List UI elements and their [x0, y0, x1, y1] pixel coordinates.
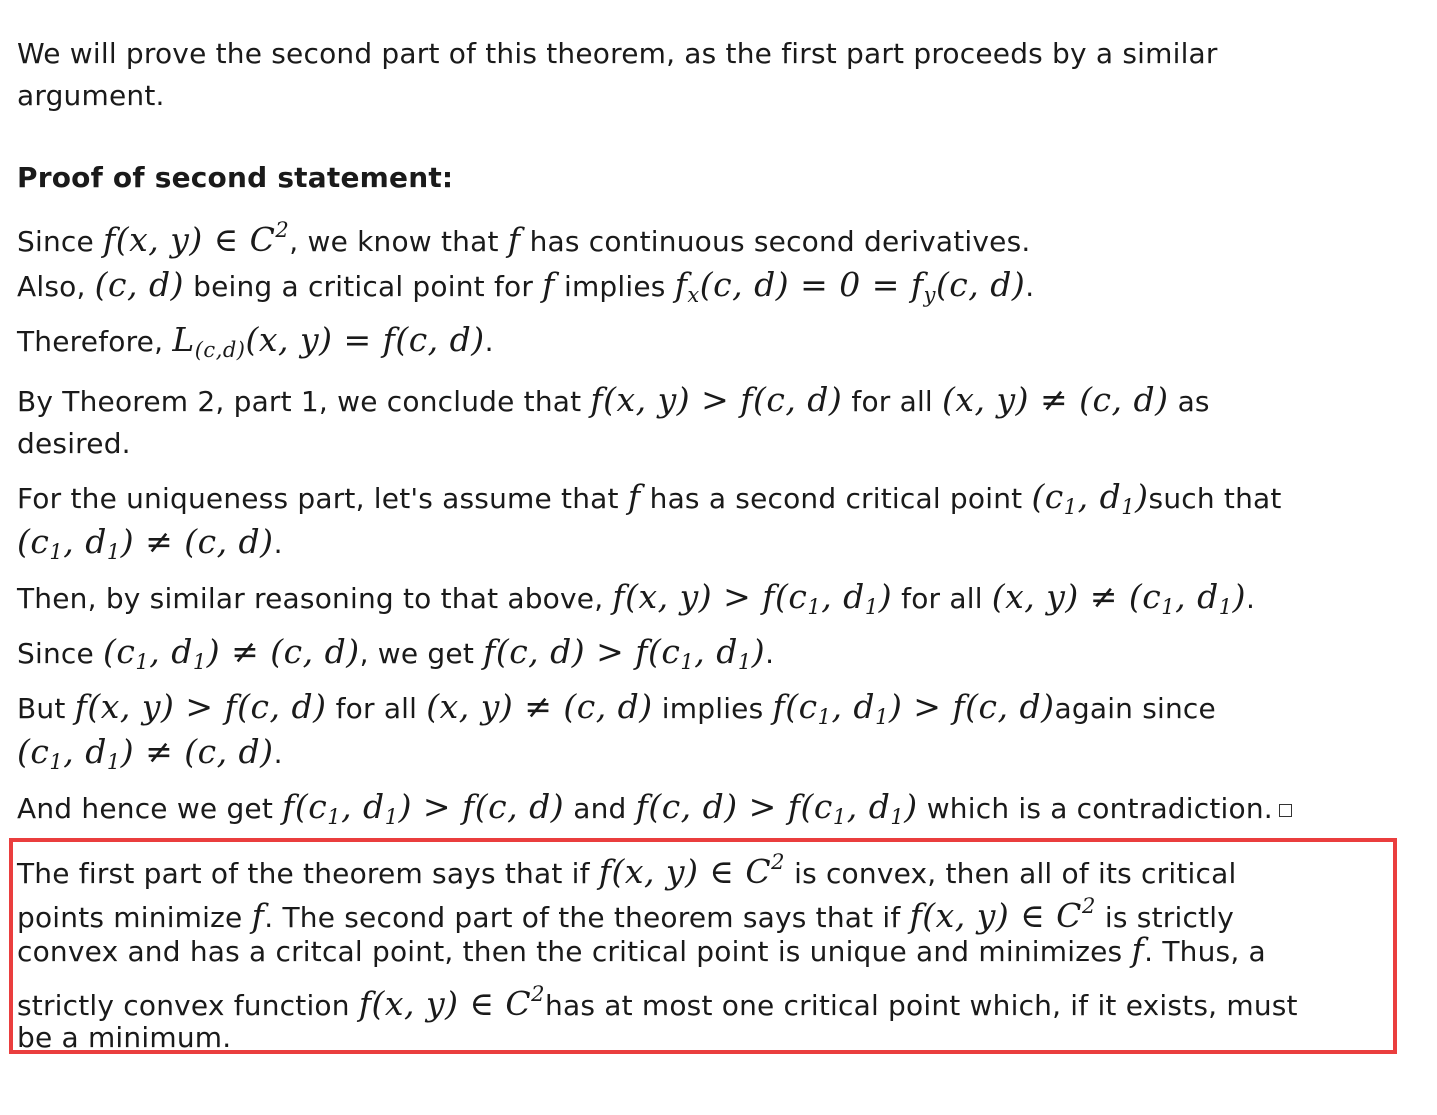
proof-line-desired: desired. [17, 427, 131, 460]
math-c1d1-neq-cd-2: ($c_1$, $d_1) \ne (c$, d) [103, 632, 360, 674]
math-fc1d1-gt-fcd: $f(c_1$, $d_1) > f(c$, d) [772, 687, 1055, 729]
proof-line-therefore: Therefore, $L_{(c,d)}(x$, y) = f(c, d). [17, 320, 494, 362]
math-c1d1-neq-cd-3: ($c_1$, $d_1) \ne (c$, d) [17, 732, 274, 774]
summary-line-1: The first part of the theorem says that if f(x, y) ∈ $C^2$ is convex, then all of its critical [17, 850, 1237, 891]
summary-line-2: points minimize f. The second part of the theorem says that if f(x, y) ∈ $C^2$ is strictly [17, 894, 1234, 935]
summary-line-5: be a minimum. [17, 1021, 232, 1054]
proof-line-hence: And hence we get $f(c_1$, $d_1) > f(c$, d) and f(c, $d) > f(c_1$, $d_1$) which is a contradiction. [17, 787, 1292, 837]
proof-line-but-2: ($c_1$, $d_1) \ne (c$, d). [17, 732, 283, 774]
proof-line-uniqueness: For the uniqueness part, let's assume that f has a second critical point ($c_1$, $d_1)such$ that [17, 477, 1282, 519]
math-summary-4: f(x, y) ∈ $C^2$ [358, 982, 546, 1023]
qed-square-icon [1279, 804, 1292, 817]
math-linearization: $L_{(c,d)}(x$, y) = f(c, d) [172, 320, 485, 362]
math-fc1d1-gt-fcd-2: $f(c_1$, $d_1) > f(c$, d) [282, 787, 565, 829]
proof-line-but: But f(x, y) > f(c, d) for all (x, y) ≠ (c, d) implies $f(c_1$, $d_1) > f(c$, d)again since [17, 687, 1216, 729]
math-c1d1: ($c_1$, $d_1$) [1031, 477, 1149, 519]
summary-line-3: convex and has a critcal point, then the critical point is unique and minimizes f. Thus, a [17, 930, 1266, 969]
proof-line-also: Also, (c, d) being a critical point for f implies $f_x(c$, $d) = 0 = f_y(c$, d). [17, 265, 1035, 307]
proof-line-uniqueness-2: ($c_1$, $d_1) \ne (c$, d). [17, 522, 283, 564]
proof-line-theorem2: By Theorem 2, part 1, we conclude that f(x, y) > f(c, d) for all (x, y) ≠ (c, d) as [17, 380, 1210, 419]
math-partials-zero: $f_x(c$, $d) = 0 = f_y(c$, d) [674, 265, 1026, 307]
proof-line-since: Since f(x, y) ∈ $C^2$, we know that f has continuous second derivatives. [17, 218, 1031, 259]
proof-heading: Proof of second statement: [17, 161, 454, 194]
math-summary-2: f(x, y) ∈ $C^2$ [909, 894, 1096, 935]
intro-line-1: We will prove the second part of this theorem, as the first part proceeds by a similar [17, 37, 1218, 70]
math-xy-neq-c1d1: (x, $y) \ne (c_1$, $d_1$) [991, 577, 1246, 619]
math-summary-1: f(x, y) ∈ $C^2$ [598, 850, 785, 891]
math-c1d1-neq-cd: ($c_1$, $d_1) \ne (c$, d) [17, 522, 274, 564]
math-fcd-gt-fc1d1: f(c, $d) > f(c_1$, $d_1$) [483, 632, 766, 674]
math-fcd-gt-fc1d1-2: f(c, $d) > f(c_1$, $d_1$) [635, 787, 918, 829]
math-f-gt-fc1d1: f(x, $y) > f(c_1$, $d_1$) [612, 577, 893, 619]
intro-line-2: argument. [17, 79, 165, 112]
math-f-in-c2: f(x, y) ∈ $C^2$ [103, 218, 290, 259]
summary-line-4: strictly convex function f(x, y) ∈ $C^2has$ at most one critical point which, if it exists, must [17, 982, 1298, 1023]
proof-line-since2: Since ($c_1$, $d_1) \ne (c$, d), we get f(c, $d) > f(c_1$, $d_1$). [17, 632, 775, 674]
proof-line-then: Then, by similar reasoning to that above, f(x, $y) > f(c_1$, $d_1$) for all (x, $y) \ne (c_1$, $d_1$). [17, 577, 1256, 619]
